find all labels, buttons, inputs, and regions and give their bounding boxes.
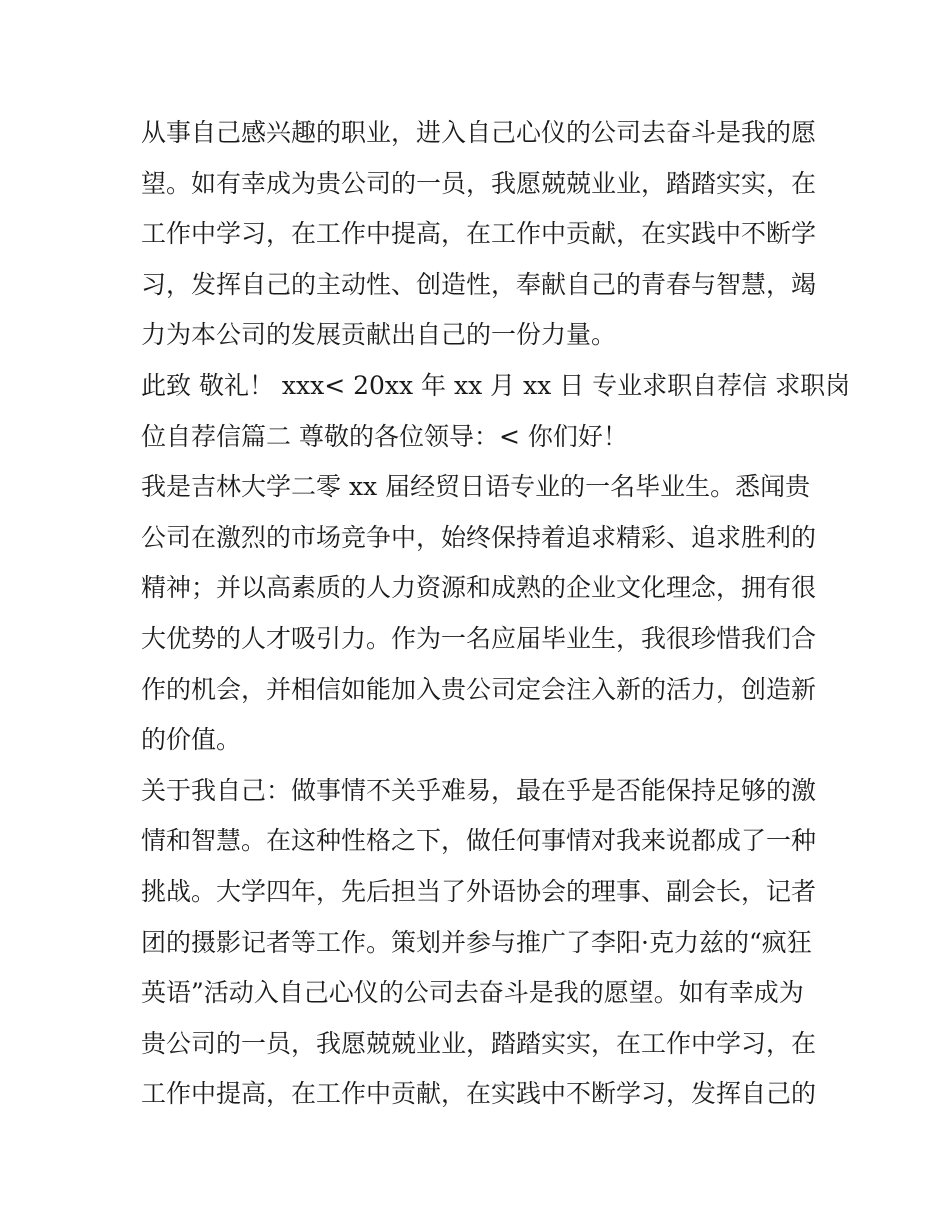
text-line: 我是吉林大学二零 xx 届经贸日语专业的一名毕业生。悉闻贵 <box>141 472 811 502</box>
text-line: 团的摄影记者等工作。策划并参与推广了李阳·克力兹的“疯狂 <box>141 927 812 957</box>
text-line: 望。如有幸成为贵公司的一员，我愿兢兢业业，踏踏实实，在 <box>141 168 817 198</box>
paragraph-introduction <box>141 462 817 766</box>
text-line: 贵公司的一员，我愿兢兢业业，踏踏实实，在工作中学习，在 <box>141 1028 817 1058</box>
paragraph-closing-aspiration <box>141 108 817 361</box>
text-line: 习，发挥自己的主动性、创造性，奉献自己的青春与智慧，竭 <box>141 269 817 299</box>
text-line: 情和智慧。在这种性格之下，做任何事情对我来说都成了一种 <box>141 826 817 856</box>
document-body <box>141 108 851 1120</box>
text-line: 英语”活动入自己心仪的公司去奋斗是我的愿望。如有幸成为 <box>141 978 804 1008</box>
text-line: 精神；并以高素质的人力资源和成熟的企业文化理念，拥有很 <box>141 573 817 603</box>
text-line: 工作中学习，在工作中提高，在工作中贡献，在实践中不断学 <box>141 219 817 249</box>
text-line: 挑战。大学四年，先后担当了外语协会的理事、副会长，记者 <box>141 876 817 906</box>
text-line: 位自荐信篇二 尊敬的各位领导：< 你们好！ <box>141 421 628 451</box>
text-line: 大优势的人才吸引力。作为一名应届毕业生，我很珍惜我们合 <box>141 623 817 653</box>
text-line: 工作中提高，在工作中贡献，在实践中不断学习，发挥自己的 <box>141 1079 817 1109</box>
paragraph-salutation <box>141 361 851 462</box>
text-line: 此致 敬礼！ xxx< 20xx 年 xx 月 xx 日 专业求职自荐信 求职岗 <box>141 370 851 400</box>
text-line: 力为本公司的发展贡献出自己的一份力量。 <box>141 320 617 350</box>
text-line: 的价值。 <box>141 725 242 755</box>
text-line: 公司在激烈的市场竞争中，始终保持着追求精彩、追求胜利的 <box>141 522 817 552</box>
text-line: 关于我自己：做事情不关乎难易，最在乎是否能保持足够的激 <box>141 775 817 805</box>
paragraph-about-me <box>141 766 817 1120</box>
text-line: 作的机会，并相信如能加入贵公司定会注入新的活力，创造新 <box>141 674 817 704</box>
text-line: 从事自己感兴趣的职业，进入自己心仪的公司去奋斗是我的愿 <box>141 118 817 147</box>
